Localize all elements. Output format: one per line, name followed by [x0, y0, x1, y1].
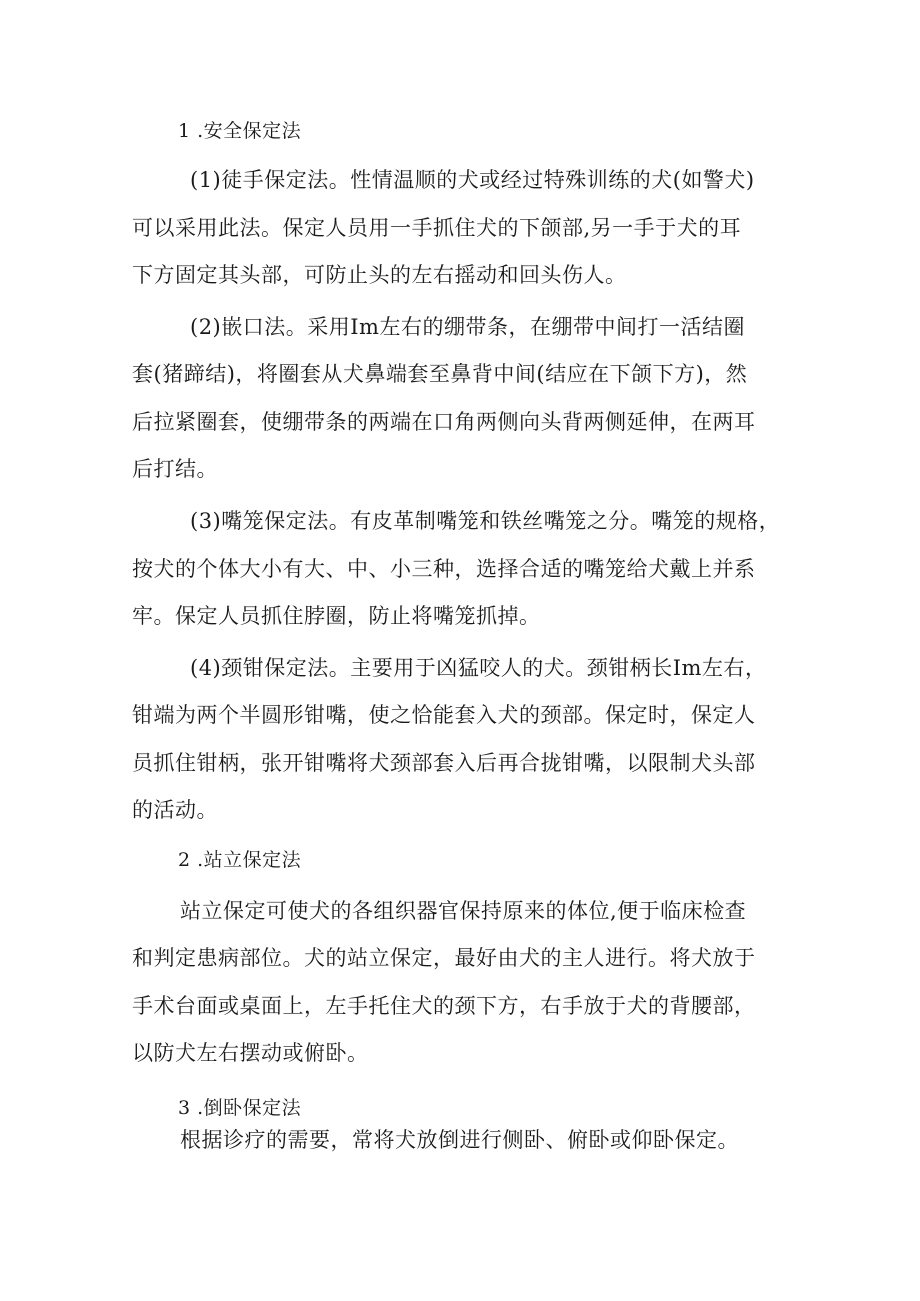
paragraph-line: 后打结。: [132, 457, 218, 481]
paragraph-line: 套(猪蹄结)，将圈套从犬鼻端套至鼻背中间(结应在下颌下方)，然: [132, 362, 748, 386]
paragraph-line: 可以采用此法。保定人员用一手抓住犬的下颌部,另一手于犬的耳: [132, 216, 742, 240]
paragraph-line: 手术台面或桌面上，左手托住犬的颈下方，右手放于犬的背腰部，: [132, 994, 756, 1018]
paragraph-line: 以防犬左右摆动或俯卧。: [132, 1041, 369, 1065]
paragraph-line: 和判定患病部位。犬的站立保定，最好由犬的主人进行。将犬放于: [132, 946, 756, 970]
paragraph-line: 下方固定其头部，可防止头的左右摇动和回头伤人。: [132, 263, 627, 287]
section-heading-2: 2 .站立保定法: [178, 849, 302, 871]
paragraph-line: 按犬的个体大小有大、中、小三种，选择合适的嘴笼给犬戴上并系: [132, 557, 756, 581]
paragraph-line: 钳端为两个半圆形钳嘴，使之恰能套入犬的颈部。保定时，保定人: [132, 703, 756, 727]
paragraph-line: (4)颈钳保定法。主要用于凶猛咬人的犬。颈钳柄长Im左右，: [190, 656, 767, 680]
paragraph-line: 牢。保定人员抓住脖圈，防止将嘴笼抓掉。: [132, 604, 541, 628]
paragraph-line: 后拉紧圈套，使绷带条的两端在口角两侧向头背两侧延伸，在两耳: [132, 410, 756, 434]
paragraph-line: (3)嘴笼保定法。有皮革制嘴笼和铁丝嘴笼之分。嘴笼的规格，: [190, 509, 781, 533]
paragraph-line: (2)嵌口法。采用Im左右的绷带条，在绷带中间打一活结圈: [190, 315, 745, 339]
section-heading-1: 1 .安全保定法: [178, 120, 302, 142]
section-heading-3: 3 .倒卧保定法: [178, 1097, 302, 1119]
paragraph-line: 根据诊疗的需要，常将犬放倒进行侧卧、俯卧或仰卧保定。: [180, 1128, 739, 1152]
paragraph-line: 员抓住钳柄，张开钳嘴将犬颈部套入后再合拢钳嘴，以限制犬头部: [132, 751, 756, 775]
paragraph-line: (1)徒手保定法。性情温顺的犬或经过特殊训练的犬(如警犬): [190, 168, 755, 192]
paragraph-line: 站立保定可使犬的各组织器官保持原来的体位,便于临床检查: [180, 899, 747, 923]
paragraph-line: 的活动。: [132, 798, 218, 822]
